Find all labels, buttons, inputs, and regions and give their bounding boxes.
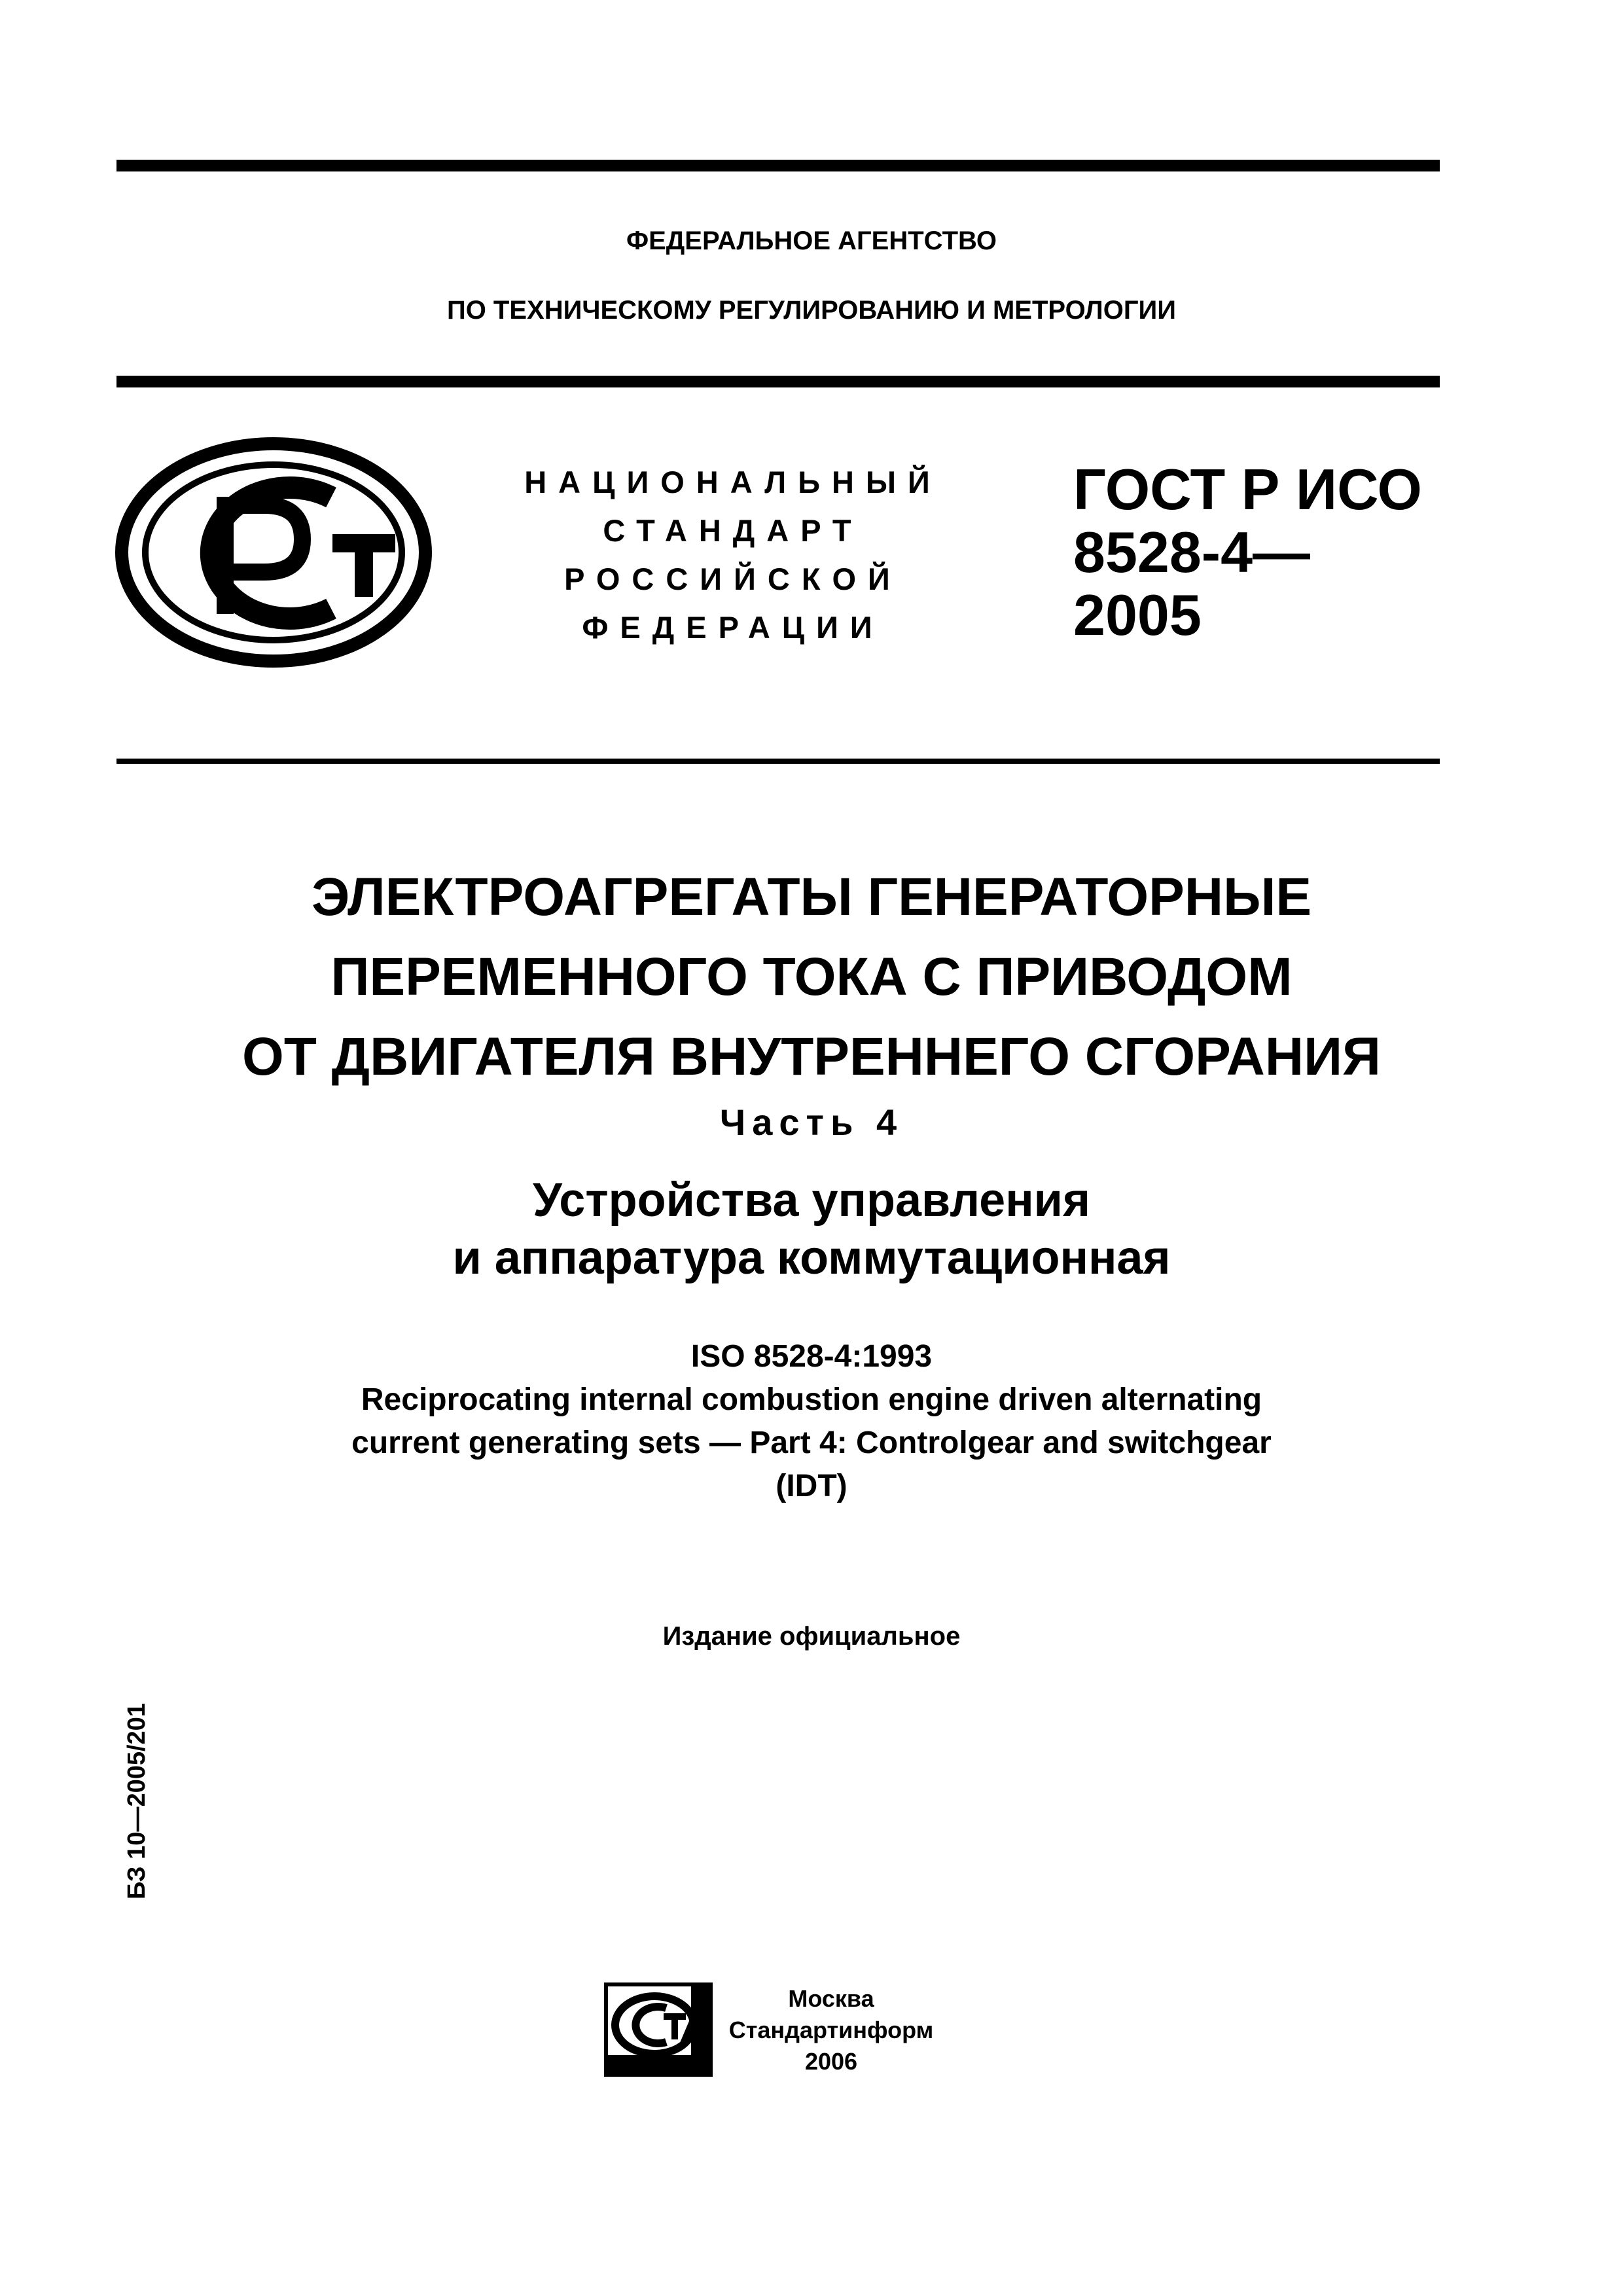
standard-code-line-3: 2005 — [1073, 583, 1202, 647]
title-rule — [116, 759, 1440, 764]
national-standard-label — [484, 458, 982, 652]
iso-line-4: (IDT) — [776, 1469, 847, 1503]
national-line-1: НАЦИОНАЛЬНЫЙ — [524, 465, 942, 499]
document-subtitle — [0, 1172, 1623, 1287]
side-code-text: БЗ 10—2005/201 — [123, 1703, 151, 1899]
national-line-3: РОССИЙСКОЙ — [564, 562, 902, 596]
publisher-info — [726, 1983, 936, 2077]
national-line-2: СТАНДАРТ — [603, 513, 863, 548]
part-label: Часть 4 — [719, 1102, 904, 1143]
publisher-year: 2006 — [804, 2048, 858, 2075]
national-line-4: ФЕДЕРАЦИИ — [582, 610, 884, 645]
standard-code-line-1: ГОСТ Р ИСО — [1073, 457, 1422, 522]
standartinform-logo — [603, 1982, 713, 2077]
title-line-3: ОТ ДВИГАТЕЛЯ ВНУТРЕННЕГО СГОРАНИЯ — [242, 1027, 1381, 1086]
header-rule — [116, 376, 1440, 387]
publisher-city: Москва — [788, 1985, 874, 2012]
subtitle-line-1: Устройства управления — [533, 1174, 1090, 1227]
agency-line-2: ПО ТЕХНИЧЕСКОМУ РЕГУЛИРОВАНИЮ И МЕТРОЛОГИИ — [446, 296, 1177, 325]
iso-line-3: current generating sets — Part 4: Controlgear and switchgear — [351, 1426, 1272, 1460]
side-code — [123, 1703, 151, 1926]
publisher-name: Стандартинформ — [728, 2017, 934, 2043]
iso-line-1: ISO 8528-4:1993 — [690, 1339, 933, 1374]
gost-r-mark-logo — [115, 437, 432, 668]
subtitle-line-2: и аппаратура коммутационная — [452, 1232, 1171, 1284]
document-title — [0, 857, 1623, 1097]
edition-label: Издание официальное — [662, 1622, 961, 1651]
standard-code-line-2: 8528-4— — [1073, 520, 1311, 584]
iso-reference — [0, 1335, 1623, 1508]
top-rule — [116, 160, 1440, 171]
iso-line-2: Reciprocating internal combustion engine driven alternating — [361, 1382, 1262, 1417]
title-line-2: ПЕРЕМЕННОГО ТОКА С ПРИВОДОМ — [330, 947, 1293, 1007]
title-line-1: ЭЛЕКТРОАГРЕГАТЫ ГЕНЕРАТОРНЫЕ — [311, 867, 1312, 927]
standard-code — [1073, 458, 1422, 647]
agency-line-1: ФЕДЕРАЛЬНОЕ АГЕНТСТВО — [626, 226, 997, 255]
